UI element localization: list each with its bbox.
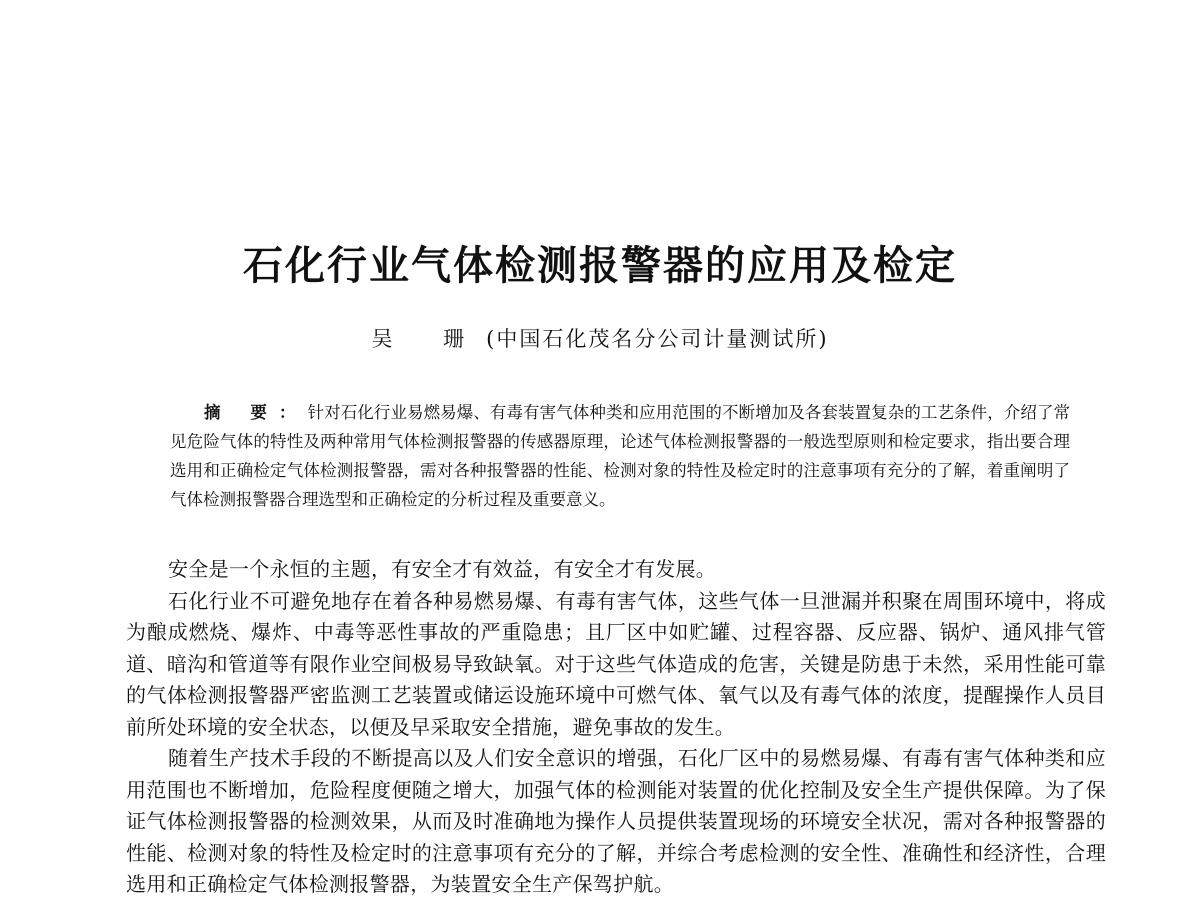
body-paragraph-3: 随着生产技术手段的不断提高以及人们安全意识的增强，石化厂区中的易燃易爆、有毒有害气体种类和应用范围也不断增加，危险程度便随之增大，加强气体的检测能对装置的优化控制及安全生产提供保障。为了保证气体检测报警器的检测效果，从而及时准确地为操作人员提供装置现场的环境安全状况，需对各种报警器的性能、检测对象的特性及检定时的注意事项有充分的了解，并综合考虑检测的安全性、准确性和经济性，合理选用和正确检定气体检测报警器，为装置安全生产保驾护航。 <box>126 746 1106 896</box>
paper-title: 石化行业气体检测报警器的应用及检定 <box>243 242 957 289</box>
abstract <box>170 398 1070 514</box>
author-name: 吴 珊 <box>371 327 487 351</box>
body-paragraph-1: 安全是一个永恒的主题，有安全才有效益，有安全才有发展。 <box>168 557 717 581</box>
author-affiliation: (中国石化茂名分公司计量测试所) <box>486 327 829 351</box>
body-text <box>126 554 1106 901</box>
author-line <box>0 322 1200 356</box>
abstract-label: 摘 要： <box>204 403 308 422</box>
abstract-paragraph <box>170 398 1070 514</box>
body-paragraph-2: 石化行业不可避免地存在着各种易燃易爆、有毒有害气体，这些气体一旦泄漏并积聚在周围环境中，将成为酿成燃烧、爆炸、中毒等恶性事故的严重隐患；且厂区中如贮罐、过程容器、反应器、锅炉、通风排气管道、暗沟和管道等有限作业空间极易导致缺氧。对于这些气体造成的危害，关键是防患于未然，采用性能可靠的气体检测报警器严密监测工艺装置或储运设施环境中可燃气体、氧气以及有毒气体的浓度，提醒操作人员目前所处环境的安全状态，以便及早采取安全措施，避免事故的发生。 <box>126 588 1106 739</box>
abstract-text: 针对石化行业易燃易爆、有毒有害气体种类和应用范围的不断增加及各套装置复杂的工艺条件，介绍了常见危险气体的特性及两种常用气体检测报警器的传感器原理，论述气体检测报警器的一般选型原则和检定要求，指出要合理选用和正确检定气体检测报警器，需对各种报警器的性能、检测对象的特性及检定时的注意事项有充分的了解，着重阐明了气体检测报警器合理选型和正确检定的分析过程及重要意义。 <box>170 403 1071 509</box>
